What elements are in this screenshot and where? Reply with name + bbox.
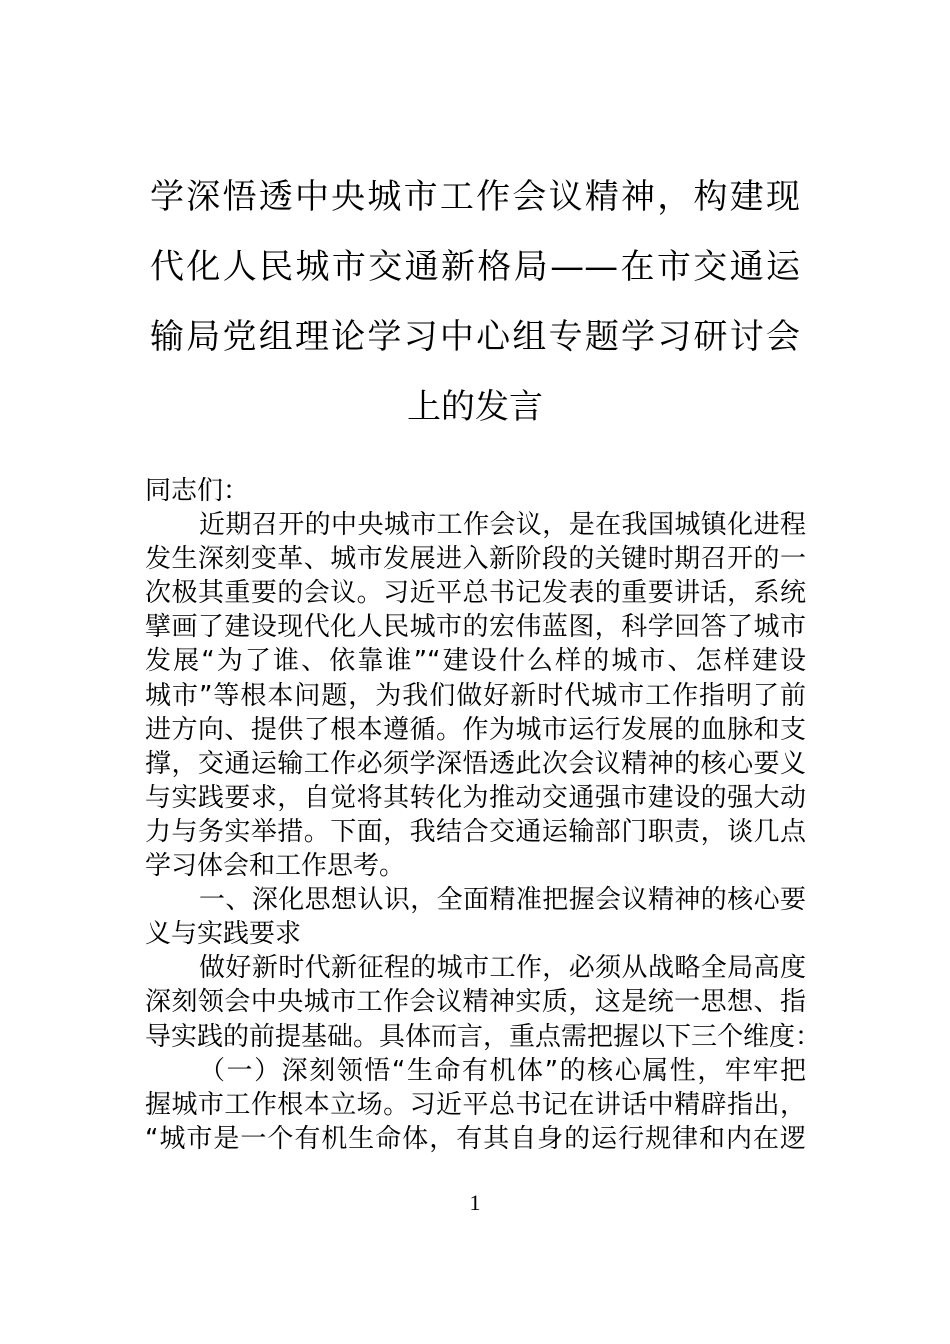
document-body (145, 474, 822, 1156)
paragraph-line: “城市是一个有机生命体，有其自身的运行规律和内在逻 (145, 1123, 806, 1154)
paragraph-line: 发生深刻变革、城市发展进入新阶段的关键时期召开的一 (145, 544, 806, 575)
paragraph-line: 握城市工作根本立场。习近平总书记在讲话中精辟指出， (145, 1089, 806, 1120)
paragraph-line: 深刻领会中央城市工作会议精神实质，这是统一思想、指 (145, 987, 806, 1018)
paragraph-line: 学习体会和工作思考。 (145, 851, 406, 882)
paragraph-line: 进方向、提供了根本遵循。作为城市运行发展的血脉和支 (145, 714, 806, 745)
section-heading-line: 一、深化思想认识，全面精准把握会议精神的核心要 (199, 885, 806, 916)
paragraph-line: 撑，交通运输工作必须学深悟透此次会议精神的核心要义 (145, 748, 806, 779)
paragraph-line: 力与务实举措。下面，我结合交通运输部门职责，谈几点 (145, 816, 806, 847)
paragraph-line: 同志们： (145, 476, 250, 506)
document-title (150, 162, 800, 442)
title-line: 输局党组理论学习中心组专题学习研讨会 (150, 317, 800, 357)
paragraph-line: 次极其重要的会议。习近平总书记发表的重要讲话，系统 (145, 578, 806, 609)
paragraph-line: 与实践要求，自觉将其转化为推动交通强市建设的强大动 (145, 782, 806, 813)
section-heading-line: 义与实践要求 (145, 919, 302, 950)
paragraph-line: 城市”等根本问题，为我们做好新时代城市工作指明了前 (145, 680, 806, 711)
paragraph-line: 导实践的前提基础。具体而言，重点需把握以下三个维度： (145, 1021, 822, 1052)
title-line: 代化人民城市交通新格局——在市交通运 (150, 247, 800, 287)
paragraph-line: （一）深刻领悟“生命有机体”的核心属性，牢牢把 (199, 1055, 806, 1086)
paragraph-line: 擘画了建设现代化人民城市的宏伟蓝图，科学回答了城市 (145, 612, 806, 643)
title-line: 学深悟透中央城市工作会议精神，构建现 (150, 177, 800, 217)
paragraph-line: 做好新时代新征程的城市工作，必须从战略全局高度 (199, 953, 806, 984)
paragraph-line: 近期召开的中央城市工作会议，是在我国城镇化进程 (199, 510, 806, 541)
title-line: 上的发言 (407, 387, 543, 427)
paragraph-line: 发展“为了谁、依靠谁”“建设什么样的城市、怎样建设 (145, 646, 806, 677)
page-number: 1 (469, 1190, 481, 1215)
